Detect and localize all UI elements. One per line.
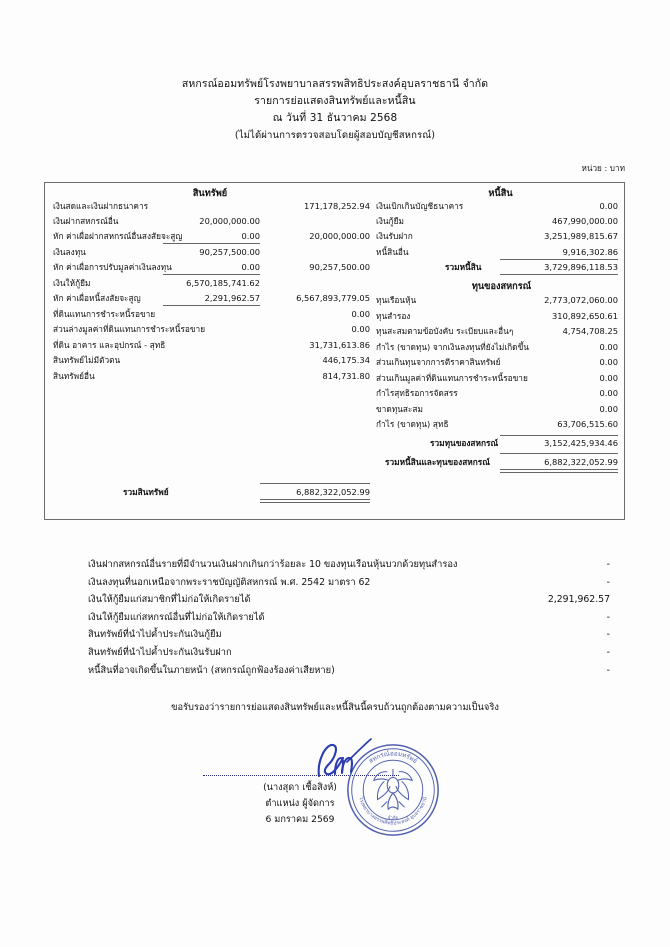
subtotal-rule xyxy=(163,305,260,306)
grand-total-value: 6,882,322,052.99 xyxy=(544,457,618,467)
assets-total-value: 6,882,322,052.99 xyxy=(296,487,370,497)
equity-value: 310,892,650.61 xyxy=(552,311,618,321)
svg-text:จำกัด: จำกัด xyxy=(387,815,399,821)
grand-total-double-rule xyxy=(500,469,618,473)
asset-inner-value: 0.00 xyxy=(241,231,260,241)
note-label: เงินลงทุนที่นอกเหนือจากพระราชบัญญัติสหกรณ์ พ.ศ. 2542 มาตรา 62 xyxy=(88,576,371,588)
signed-date: 6 มกราคม 2569 xyxy=(265,814,335,825)
liability-row-label: เงินรับฝาก xyxy=(376,231,413,241)
equity-value: 0.00 xyxy=(599,342,618,352)
asset-row-label: ที่ดิน อาคาร และอุปกรณ์ - สุทธิ xyxy=(53,340,166,350)
note-value: - xyxy=(606,664,610,676)
asset-inner-value: 6,570,185,741.62 xyxy=(186,278,260,288)
svg-text:สหกรณ์ออมทรัพย์: สหกรณ์ออมทรัพย์ xyxy=(367,750,419,766)
asset-outer-value: 6,567,893,779.05 xyxy=(296,293,370,303)
asset-row-label: เงินฝากสหกรณ์อื่น xyxy=(53,216,119,226)
audit-disclaimer: (ไม่ได้ผ่านการตรวจสอบโดยผู้สอบบัญชีสหกรณ์) xyxy=(234,130,436,141)
asset-outer-value: 171,178,252.94 xyxy=(304,201,370,211)
subtotal-rule xyxy=(163,243,260,244)
asset-row-label: เงินให้กู้ยืม xyxy=(53,278,91,288)
liabilities-column-header: หนี้สิน xyxy=(488,188,513,199)
equity-value: 4,754,708.25 xyxy=(562,326,618,336)
assets-total-double-rule xyxy=(260,499,370,503)
note-value: - xyxy=(606,611,610,623)
note-value: - xyxy=(606,629,610,641)
unit-note: หน่วย : บาท xyxy=(581,163,625,173)
note-row xyxy=(88,644,610,662)
equity-value: 0.00 xyxy=(599,388,618,398)
note-label: เงินให้กู้ยืมแก่สหกรณ์อื่นที่ไม่ก่อให้เกิดรายได้ xyxy=(88,611,265,623)
assets-column-header: สินทรัพย์ xyxy=(192,188,228,199)
equity-row-label: ส่วนเกินทุนจากการตีราคาสินทรัพย์ xyxy=(376,357,501,367)
asset-inner-value: 0.00 xyxy=(241,262,260,272)
statement-date: ณ วันที่ 31 ธันวาคม 2568 xyxy=(272,112,398,124)
asset-row-label: หัก ค่าเผื่อการปรับมูลค่าเงินลงทุน xyxy=(53,262,172,272)
equity-row-label: ส่วนเกินมูลค่าที่ดินแทนการชำระหนี้รอขาย xyxy=(376,373,528,383)
signer-name: (นางสุดา เชื้อสิงห์) xyxy=(263,782,337,793)
equity-row-label: กำไร (ขาดทุน) สุทธิ xyxy=(376,419,449,429)
cooperative-name: สหกรณ์ออมทรัพย์โรงพยาบาลสรรพสิทธิประสงค์อุบลราชธานี จำกัด xyxy=(181,78,489,90)
balance-sheet-table xyxy=(44,182,625,520)
note-value: 2,291,962.57 xyxy=(547,594,610,606)
note-value: - xyxy=(606,576,610,588)
asset-outer-value: 20,000,000.00 xyxy=(309,231,370,241)
equity-value: 63,706,515.60 xyxy=(557,419,618,429)
note-label: หนี้สินที่อาจเกิดขึ้นในภายหน้า (สหกรณ์ถูกฟ้องร้องค่าเสียหาย) xyxy=(88,664,335,676)
asset-outer-value: 446,175.34 xyxy=(322,355,370,365)
equity-section-header: ทุนของสหกรณ์ xyxy=(471,281,532,292)
note-row xyxy=(88,591,610,609)
equity-value: 0.00 xyxy=(599,357,618,367)
asset-row-label: เงินสดและเงินฝากธนาคาร xyxy=(53,201,149,211)
liabilities-total-underrule xyxy=(500,274,618,275)
equity-total-label: รวมทุนของสหกรณ์ xyxy=(430,438,499,448)
liability-row-label: เงินเบิกเกินบัญชีธนาคาร xyxy=(376,201,464,211)
asset-row-label: ที่ดินแทนการชำระหนี้รอขาย xyxy=(53,309,156,319)
liability-row-label: เงินกู้ยืม xyxy=(376,216,404,226)
asset-outer-value: 814,731.80 xyxy=(322,371,370,381)
note-label: เงินฝากสหกรณ์อื่นรายที่มีจำนวนเงินฝากเกินกว่าร้อยละ 10 ของทุนเรือนหุ้นบวกด้วยทุนสำรอง xyxy=(88,559,458,570)
note-value: - xyxy=(606,559,610,570)
equity-row-label: ทุนสะสมตามข้อบังคับ ระเบียบและอื่นๆ xyxy=(376,326,514,336)
asset-row-label: ส่วนล่างมูลค่าที่ดินแทนการชำระหนี้รอขาย xyxy=(53,324,206,334)
equity-total-rule xyxy=(500,435,618,436)
asset-inner-value: 20,000,000.00 xyxy=(199,216,260,226)
statement-title: รายการย่อแสดงสินทรัพย์และหนี้สิน xyxy=(254,95,416,107)
equity-row-label: ทุนเรือนหุ้น xyxy=(376,295,417,305)
equity-row-label: ขาดทุนสะสม xyxy=(376,404,423,414)
liability-value: 9,916,302.86 xyxy=(562,247,618,257)
notes-section xyxy=(88,556,610,679)
equity-total-value: 3,152,425,934.46 xyxy=(544,438,618,448)
liability-value: 467,990,000.00 xyxy=(552,216,618,226)
asset-row-label: หัก ค่าเผื่อหนี้สงสัยจะสูญ xyxy=(53,293,141,303)
asset-outer-value: 0.00 xyxy=(351,309,370,319)
note-row xyxy=(88,626,610,644)
document-header xyxy=(0,76,670,144)
liability-value: 3,251,989,815.67 xyxy=(544,231,618,241)
liability-row-label: หนี้สินอื่น xyxy=(376,247,409,257)
assets-total-top-rule xyxy=(260,483,370,484)
liabilities-total-label: รวมหนี้สิน xyxy=(445,262,482,272)
equity-row-label: กำไร (ขาดทุน) จากเงินลงทุนที่ยังไม่เกิดขึ้น xyxy=(376,342,529,352)
assets-total-label: รวมสินทรัพย์ xyxy=(123,487,169,497)
equity-row-label: กำไรสุทธิรอการจัดสรร xyxy=(376,388,458,398)
liability-value: 0.00 xyxy=(599,201,618,211)
equity-value: 2,773,072,060.00 xyxy=(544,295,618,305)
asset-row-label: หัก ค่าเผื่อฝากสหกรณ์อื่นสงสัยจะสูญ xyxy=(53,231,183,241)
official-seal-stamp xyxy=(345,742,441,838)
subtotal-rule xyxy=(163,274,260,275)
note-label: สินทรัพย์ที่นำไปค้ำประกันเงินกู้ยืม xyxy=(88,629,222,641)
asset-row-label: เงินลงทุน xyxy=(53,247,86,257)
asset-row-label: สินทรัพย์อื่น xyxy=(53,371,95,381)
certification-statement: ขอรับรองว่ารายการย่อแสดงสินทรัพย์และหนี้สินนี้ครบถ้วนถูกต้องตามความเป็นจริง xyxy=(171,702,499,713)
asset-inner-value: 2,291,962.57 xyxy=(204,293,260,303)
svg-text:โรงพยาบาลสรรพสิทธิประสงค์ อุบล: โรงพยาบาลสรรพสิทธิประสงค์ อุบลราชธานี xyxy=(357,796,429,827)
note-row xyxy=(88,609,610,627)
equity-value: 0.00 xyxy=(599,404,618,414)
asset-row-label: สินทรัพย์ไม่มีตัวตน xyxy=(53,355,121,365)
grand-total-top-rule xyxy=(500,453,618,454)
equity-value: 0.00 xyxy=(599,373,618,383)
grand-total-label: รวมหนี้สินและทุนของสหกรณ์ xyxy=(385,457,490,467)
asset-outer-value: 90,257,500.00 xyxy=(309,262,370,272)
note-row xyxy=(88,556,610,574)
liabilities-total-value: 3,729,896,118.53 xyxy=(544,262,618,272)
note-value: - xyxy=(606,646,610,658)
signer-position: ตำแหน่ง ผู้จัดการ xyxy=(265,798,335,809)
asset-inner-value: 90,257,500.00 xyxy=(199,247,260,257)
note-label: สินทรัพย์ที่นำไปค้ำประกันเงินรับฝาก xyxy=(88,646,232,658)
note-row xyxy=(88,662,610,680)
asset-outer-value: 0.00 xyxy=(351,324,370,334)
note-row xyxy=(88,574,610,592)
equity-row-label: ทุนสำรอง xyxy=(376,311,411,321)
note-label: เงินให้กู้ยืมแก่สมาชิกที่ไม่ก่อให้เกิดรายได้ xyxy=(88,594,251,606)
asset-outer-value: 31,731,613.86 xyxy=(309,340,370,350)
liabilities-total-rule xyxy=(500,259,618,260)
